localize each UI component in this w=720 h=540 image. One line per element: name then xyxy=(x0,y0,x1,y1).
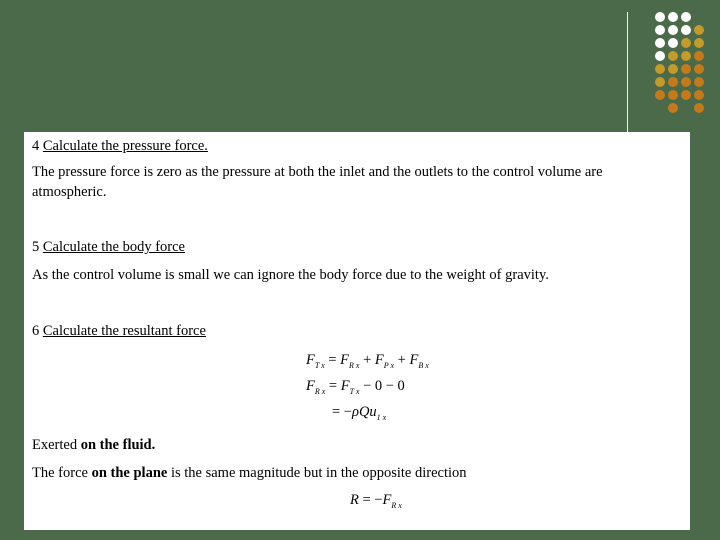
plane-text-a: The force xyxy=(32,465,92,481)
exerted-bold: on the fluid. xyxy=(80,437,156,453)
decorative-dot xyxy=(642,103,652,113)
decorative-dot xyxy=(668,12,678,22)
decorative-dot-grid xyxy=(642,12,704,113)
decorative-dot xyxy=(681,51,691,61)
decorative-dot xyxy=(642,38,652,48)
decorative-dot xyxy=(655,25,665,35)
decorative-dot xyxy=(694,12,704,22)
section-title: Calculate the resultant force xyxy=(42,323,206,339)
decorative-dot xyxy=(668,38,678,48)
decorative-dot xyxy=(655,64,665,74)
decorative-dot xyxy=(655,90,665,100)
decorative-dot xyxy=(668,103,678,113)
equation-momentum: = −ρQu$_{1 x}$ xyxy=(332,404,387,422)
decorative-dot xyxy=(694,77,704,87)
decorative-dot xyxy=(681,64,691,74)
decorative-dot xyxy=(642,90,652,100)
section-5-heading xyxy=(32,237,680,257)
decorative-dot xyxy=(694,25,704,35)
section-4-body: The pressure force is zero as the pressure at both the inlet and the outlets to the control volume are atmospheric. xyxy=(32,164,603,200)
section-4-heading xyxy=(32,136,680,156)
divider-line xyxy=(627,12,628,132)
decorative-dot xyxy=(681,38,691,48)
decorative-dot xyxy=(642,12,652,22)
decorative-dot xyxy=(681,25,691,35)
decorative-dot xyxy=(681,12,691,22)
section-number: 4 xyxy=(32,138,40,154)
decorative-dot xyxy=(642,51,652,61)
slide-content xyxy=(24,132,690,530)
decorative-dot xyxy=(668,77,678,87)
decorative-dot xyxy=(655,12,665,22)
section-6-heading xyxy=(32,321,680,341)
decorative-dot xyxy=(642,64,652,74)
exerted-line xyxy=(32,435,680,455)
decorative-dot xyxy=(694,38,704,48)
decorative-dot xyxy=(655,38,665,48)
decorative-dot xyxy=(655,77,665,87)
section-title: Calculate the body force xyxy=(42,239,185,255)
equation-resultant: $F_{R x} = F_{T x} - 0 - 0$ xyxy=(306,378,405,396)
decorative-dot xyxy=(668,90,678,100)
decorative-dot xyxy=(642,25,652,35)
decorative-dot xyxy=(694,90,704,100)
exerted-prefix: Exerted xyxy=(32,437,81,453)
plane-force-line xyxy=(32,463,680,483)
plane-text-c: is the same magnitude but in the opposite direction xyxy=(167,465,467,481)
decorative-dot xyxy=(694,51,704,61)
decorative-dot xyxy=(655,103,665,113)
decorative-dot xyxy=(681,77,691,87)
decorative-dot xyxy=(668,64,678,74)
decorative-dot xyxy=(655,51,665,61)
decorative-dot xyxy=(694,64,704,74)
decorative-dot xyxy=(681,103,691,113)
plane-text-bold: on the plane xyxy=(91,465,168,481)
section-5-body: As the control volume is small we can ignore the body force due to the weight of gravity. xyxy=(32,267,549,283)
decorative-dot xyxy=(681,90,691,100)
decorative-dot xyxy=(668,25,678,35)
equation-plane-force: $R = -F_{R x}$ xyxy=(350,492,402,510)
decorative-dot xyxy=(668,51,678,61)
equation-force-balance: $F_{T x} = F_{R x} + F_{P x} + F_{B x}$ xyxy=(306,352,429,370)
decorative-dot xyxy=(642,77,652,87)
decorative-dot xyxy=(694,103,704,113)
section-number: 6 xyxy=(32,323,40,339)
section-number: 5 xyxy=(32,239,40,255)
section-title: Calculate the pressure force. xyxy=(42,138,208,154)
